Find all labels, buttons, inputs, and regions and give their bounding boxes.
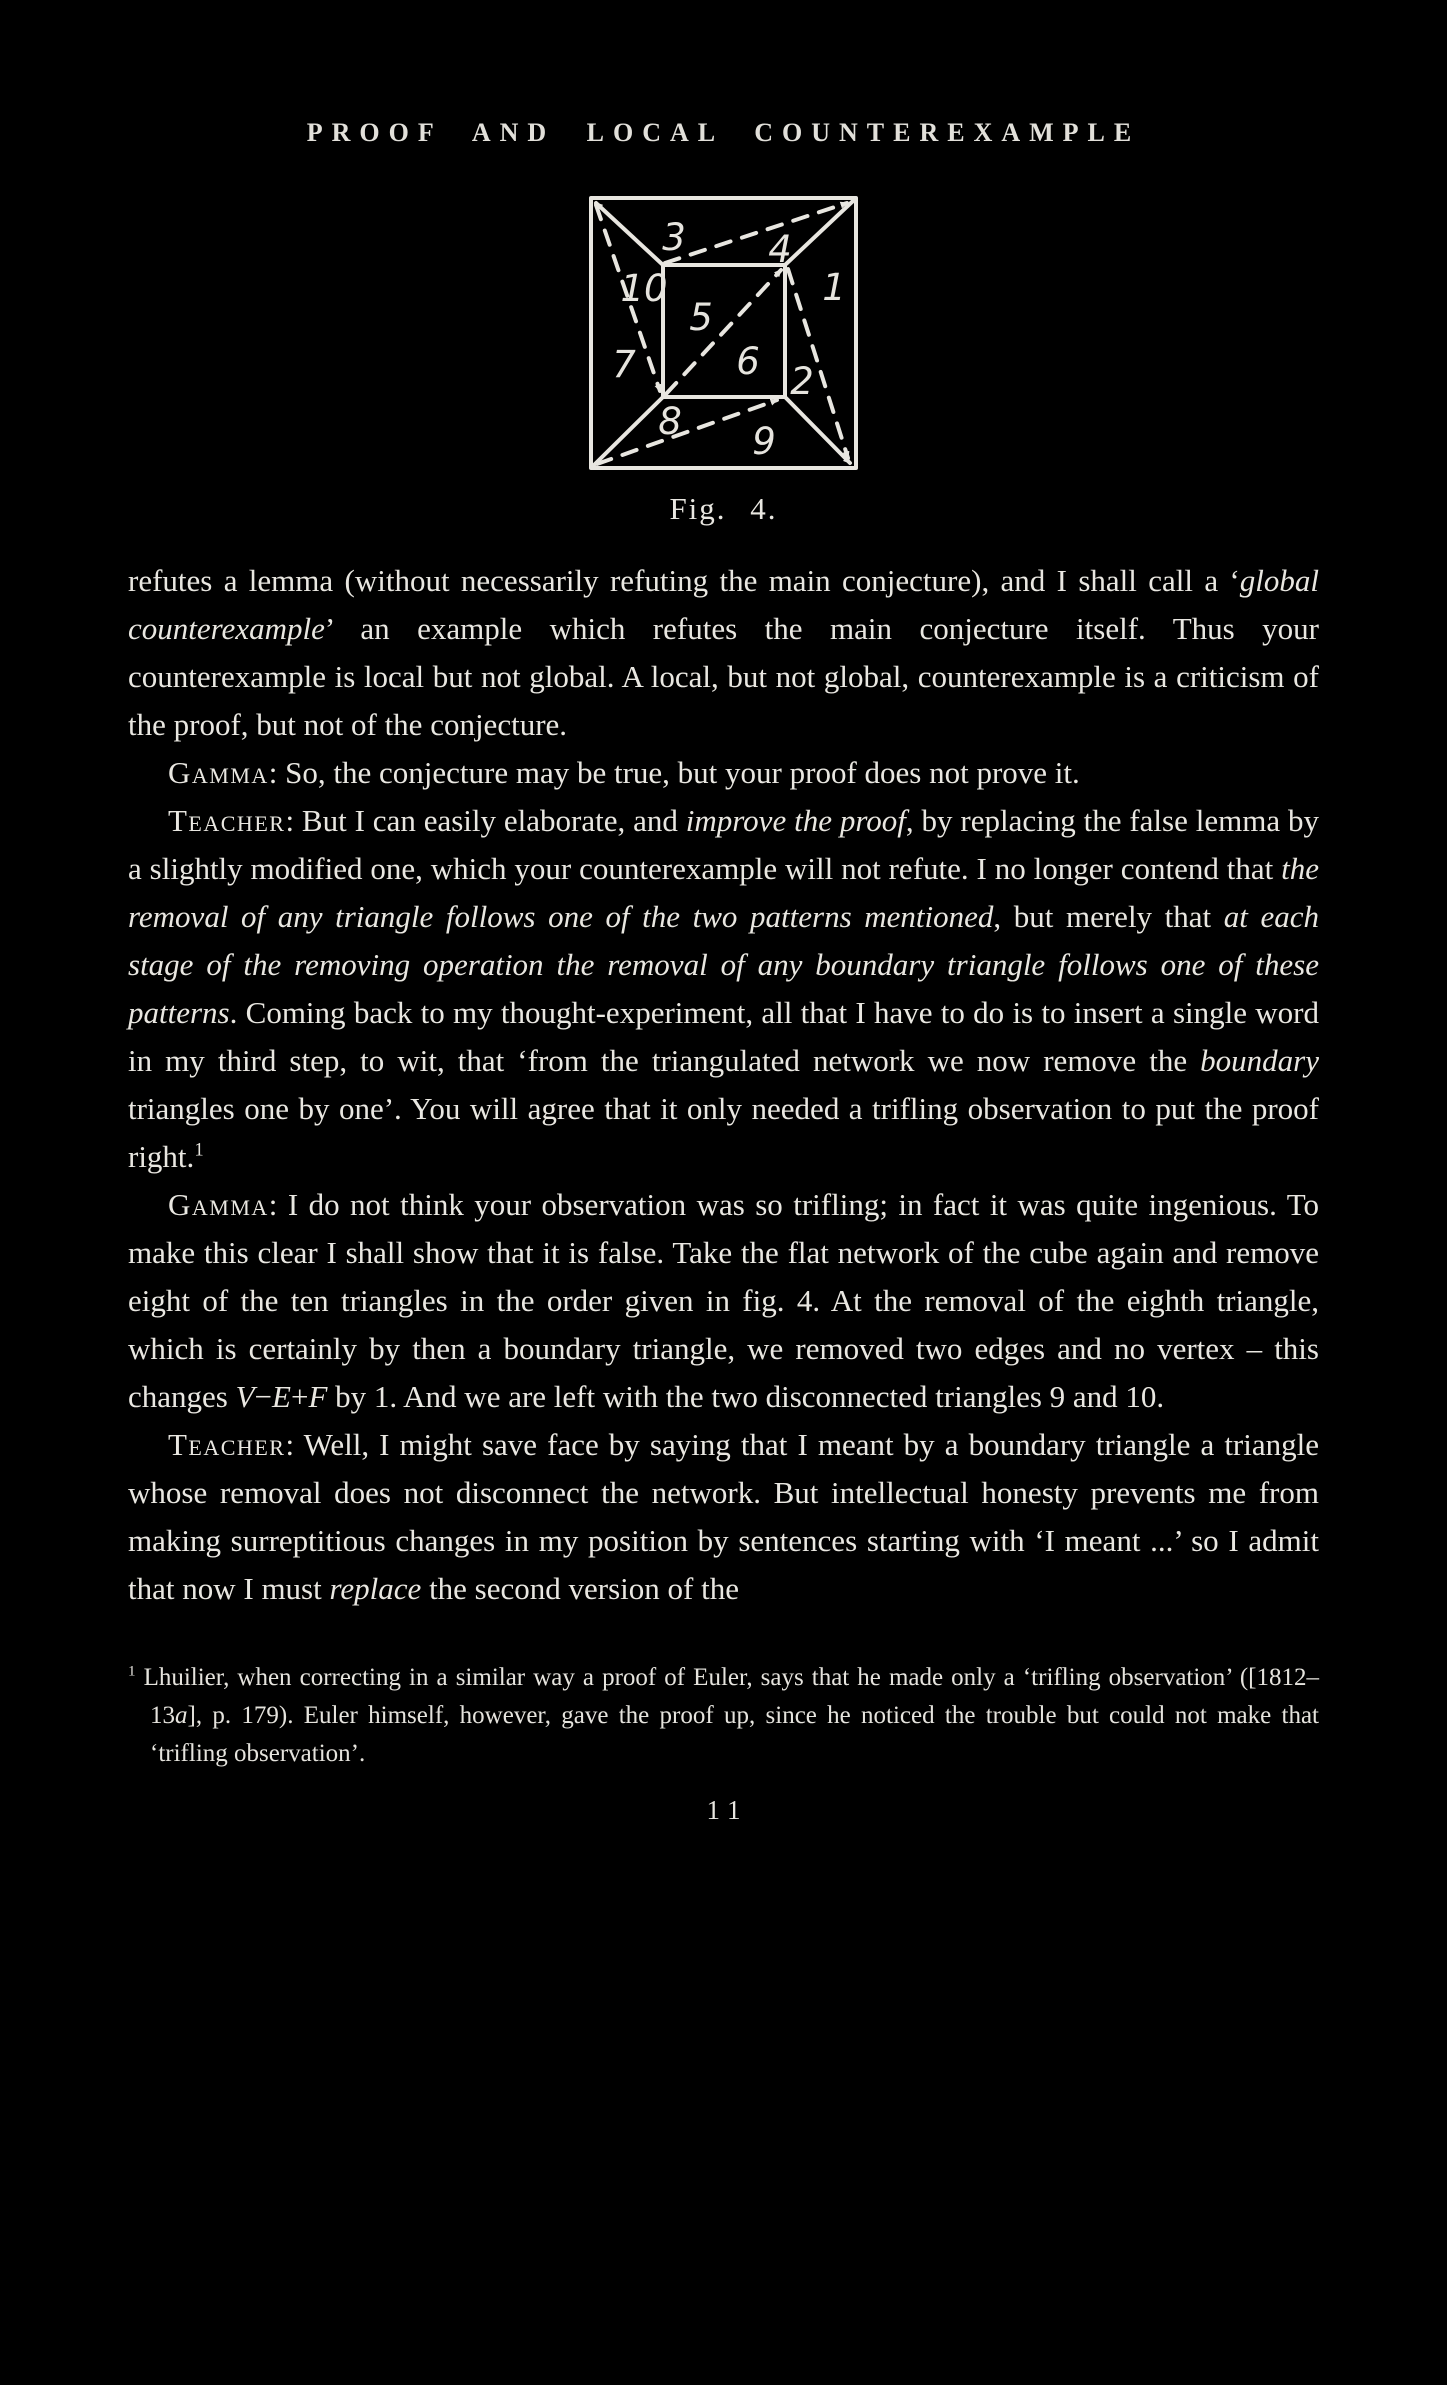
figure-triangle-label: 6	[735, 340, 760, 383]
figure-caption: Fig. 4.	[669, 491, 778, 526]
text-segment: 1	[128, 1663, 136, 1680]
text-segment: Gamma	[168, 1187, 269, 1222]
text-segment: boundary	[1200, 1043, 1319, 1078]
figure-triangle-label: 2	[789, 360, 814, 403]
text-segment: : I do not think your observation was so trifling; in fact it was quite ingenious. To make this clear I shall show that it is false. Take the flat network of the cube again and remove eight of the ten triangles in the order given in fig. 4. At the removal of the eighth triangle, which is certainly by then a boundary triangle, we removed two edges and no vertex – this changes	[128, 1187, 1319, 1414]
dashed-diagonal-inner	[666, 270, 781, 394]
footnote	[128, 1659, 1319, 1773]
figure-triangle-label: 4	[767, 228, 792, 271]
text-segment: −	[254, 1379, 273, 1414]
text-segment: Teacher	[168, 1427, 286, 1462]
text-segment: E	[272, 1379, 291, 1414]
figure-triangle-label: 10	[619, 267, 668, 310]
dashed-diagonal-bottom	[597, 400, 777, 464]
figure-4	[128, 194, 1319, 527]
text-segment: Gamma	[168, 755, 269, 790]
text-segment: the second version of the	[421, 1571, 739, 1606]
figure-triangle-label: 3	[661, 216, 686, 259]
body-text	[128, 557, 1319, 1613]
figure-triangle-label: 7	[611, 343, 636, 386]
text-segment: refutes a lemma (without necessarily refuting the main conjecture), and I shall call a ‘	[128, 563, 1240, 598]
text-segment: the removal of any triangle follows one of the two patterns mentioned	[128, 851, 1319, 934]
text-segment: Lhuilier, when correcting in a similar way a proof of Euler, says that he made only a ‘trifling observation’ ([1812–13	[135, 1664, 1319, 1729]
text-segment: : So, the conjecture may be true, but your proof does not prove it.	[268, 755, 1080, 790]
text-segment: Teacher	[168, 803, 286, 838]
text-segment: at each stage of the removing operation the removal of any boundary triangle follows one of these patterns	[128, 899, 1320, 1030]
figure-triangle-label: 8	[657, 400, 682, 443]
text-segment: , by replacing the false lemma by a slightly modified one, which your counterexample will not refute. I no longer contend that	[128, 803, 1319, 886]
text-segment: global counterexample	[128, 563, 1319, 646]
text-segment: replace	[329, 1571, 422, 1606]
running-head: PROOF AND LOCAL COUNTEREXAMPLE	[306, 118, 1141, 147]
text-segment: by 1. And we are left with the two disconnected triangles 9 and 10.	[327, 1379, 1165, 1414]
cube-flat-network-diagram	[588, 194, 860, 472]
text-segment: a	[175, 1702, 188, 1729]
text-segment: . Coming back to my thought-experiment, all that I have to do is to insert a single word in my third step, to wit, that ‘from the triangulated network we now remove the	[128, 995, 1319, 1078]
text-segment: : But I can easily elaborate, and	[285, 803, 686, 838]
paragraph-teacher-1	[128, 797, 1319, 1181]
paragraph-gamma-1	[128, 749, 1319, 797]
text-segment: 1	[194, 1139, 204, 1161]
text-segment: F	[308, 1379, 328, 1414]
text-segment: ], p. 179). Euler himself, however, gave the proof up, since he noticed the trouble but could not make that ‘trifling observation’.	[150, 1702, 1319, 1767]
text-segment: improve the proof	[685, 803, 906, 838]
text-segment: ’ an example which refutes the main conjecture itself. Thus your counterexample is local but not global. A local, but not global, counterexample is a criticism of the proof, but not of the conjecture.	[128, 611, 1319, 742]
text-segment: , but merely that	[993, 899, 1224, 934]
paragraph-gamma-2	[128, 1181, 1319, 1421]
text-segment: : Well, I might save face by saying that I meant by a boundary triangle a triangle whose removal does not disconnect the network. But intellectual honesty prevents me from making surreptitious changes in my position by sentences starting with ‘I meant ...’ so I admit that now I must	[128, 1427, 1319, 1606]
footnote-text	[128, 1659, 1319, 1773]
figure-triangle-label: 5	[688, 296, 713, 339]
text-segment: V	[235, 1379, 255, 1414]
figure-triangle-label: 9	[751, 420, 776, 463]
figure-triangle-label: 1	[821, 266, 846, 309]
paragraph-teacher-2	[128, 1421, 1319, 1613]
text-segment: triangles one by one’. You will agree that it only needed a trifling observation to put the proof right.	[128, 1091, 1319, 1174]
text-segment: +	[290, 1379, 309, 1414]
page-number: 11	[706, 1795, 749, 1825]
paragraph-continuation	[128, 557, 1319, 749]
